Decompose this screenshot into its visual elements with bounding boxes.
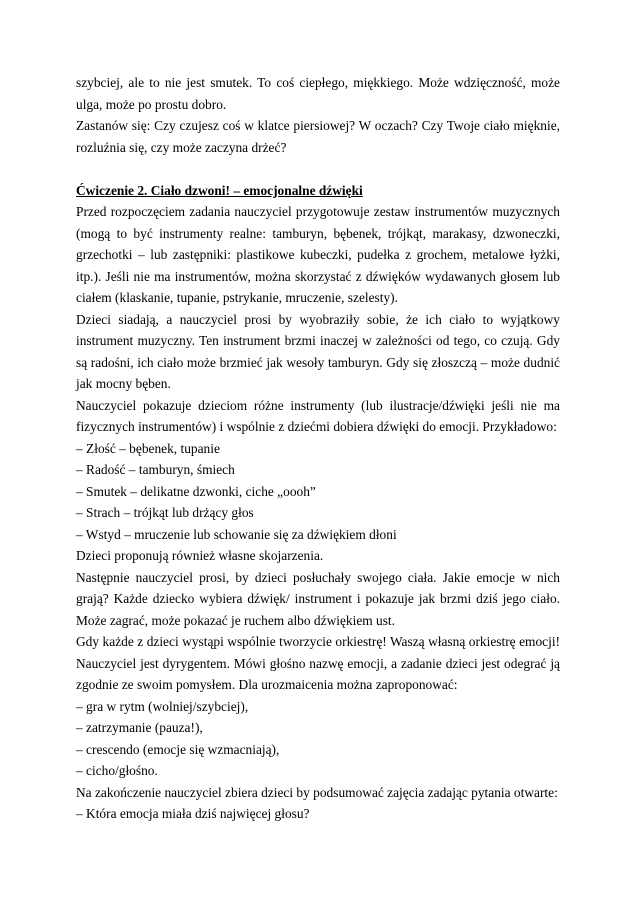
- list-item: – crescendo (emocje się wzmacniają),: [76, 741, 280, 757]
- paragraph: Na zakończenie nauczyciel zbiera dzieci by podsumować zajęcia zadając pytania otwarte:: [76, 784, 558, 800]
- paragraph: Gdy każde z dzieci wystąpi wspólnie tworzycie orkiestrę! Waszą własną orkiestrę emocji! Nauczyciel jest dyrygentem. Mówi głośno nazwę emocji, a zadanie dzieci jest odegrać ją zgodnie ze swoim pomysłem. Dla urozmaicenia można zaproponować:: [76, 634, 560, 692]
- paragraph: Zastanów się: Czy czujesz coś w klatce piersiowej? W oczach? Czy Twoje ciało mięknie, rozluźnia się, czy może zaczyna drżeć?: [76, 118, 560, 155]
- list-item: – gra w rytm (wolniej/szybciej),: [76, 698, 249, 714]
- paragraph: szybciej, ale to nie jest smutek. To coś ciepłego, miękkiego. Może wdzięczność, może ulga, może po prostu dobro.: [76, 75, 560, 112]
- paragraph: Następnie nauczyciel prosi, by dzieci posłuchały swojego ciała. Jakie emocje w nich grają? Każde dziecko wybiera dźwięk/ instrument i pokazuje jak brzmi dziś jego ciało. Może zagrać, może pokazać je ruchem albo dźwiękiem ust.: [76, 569, 560, 628]
- list-item: – Wstyd – mruczenie lub schowanie się za dźwiękiem dłoni: [76, 526, 397, 542]
- list-item: – Smutek – delikatne dzwonki, ciche „oooh”: [76, 483, 316, 499]
- document-content: [76, 72, 560, 825]
- list-item: – Złość – bębenek, tupanie: [76, 440, 220, 456]
- paragraph: Dzieci siadają, a nauczyciel prosi by wyobraziły sobie, że ich ciało to wyjątkowy instrument muzyczny. Ten instrument brzmi inaczej w zależności od tego, co czują. Gdy są radośni, ich ciało może brzmieć jak wesoły tamburyn. Gdy się złoszczą – może dudnić jak mocny bęben.: [76, 311, 560, 391]
- list-item: – Strach – trójkąt lub drżący głos: [76, 505, 254, 520]
- list-item: – Radość – tamburyn, śmiech: [76, 462, 235, 477]
- paragraph: Dzieci proponują również własne skojarzenia.: [76, 548, 324, 563]
- blank-line: [76, 158, 560, 180]
- section-heading: Ćwiczenie 2. Ciało dzwoni! – emocjonalne dźwięki: [76, 182, 363, 198]
- paragraph: Przed rozpoczęciem zadania nauczyciel przygotowuje zestaw instrumentów muzycznych (mogą to być instrumenty realne: tamburyn, bębenek, trójkąt, marakasy, dzwoneczki, grzechotki – lub zastępniki: plastikowe kubeczki, pudełka z grochem, metalowe łyżki, itp.). Jeśli nie ma instrumentów, można skorzystać z dźwięków wydawanych głosem lub ciałem (klaskanie, tupanie, pstrykanie, mruczenie, szelesty).: [76, 204, 560, 305]
- list-item: – cicho/głośno.: [76, 763, 158, 778]
- list-item: – Która emocja miała dziś najwięcej głosu?: [76, 806, 310, 821]
- list-item: – zatrzymanie (pauza!),: [76, 720, 203, 735]
- paragraph: Nauczyciel pokazuje dzieciom różne instrumenty (lub ilustracje/dźwięki jeśli nie ma fizycznych instrumentów) i wspólnie z dziećmi dobiera dźwięki do emocji. Przykładowo:: [76, 397, 560, 434]
